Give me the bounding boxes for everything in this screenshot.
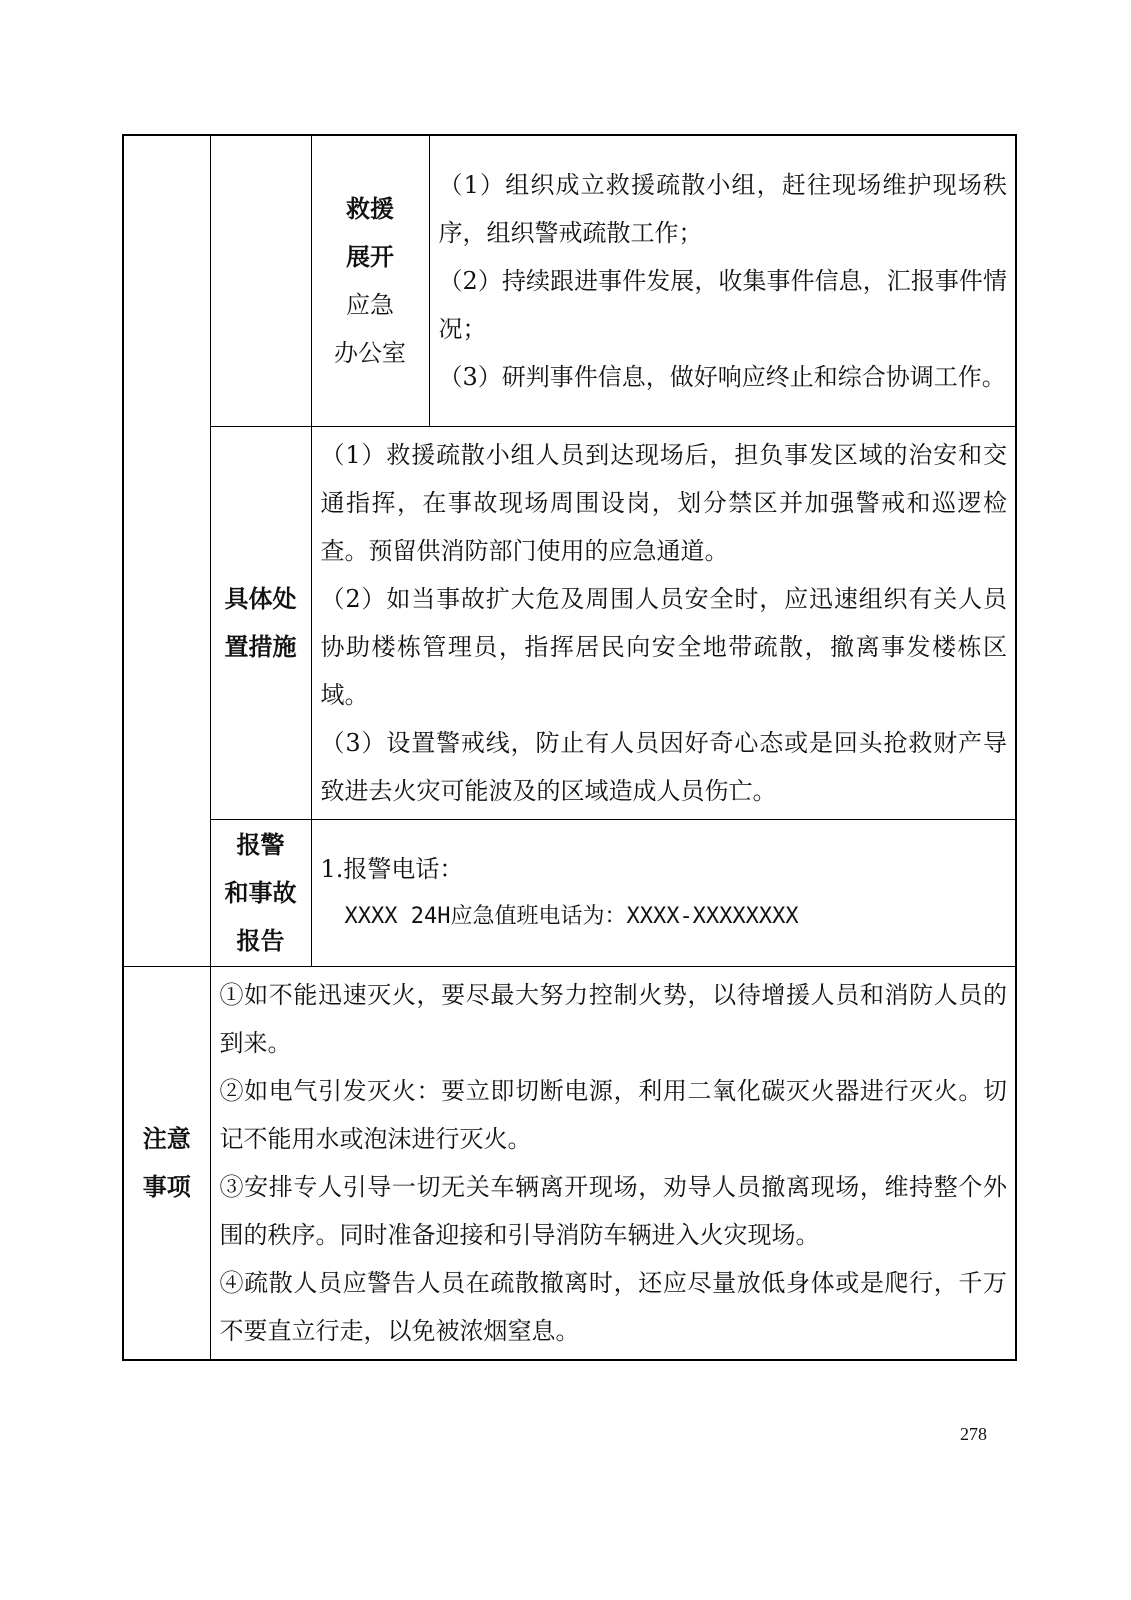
measures-content [311,427,1016,820]
measures-item-2: （2）如当事故扩大危及周围人员安全时，应迅速组织有关人员协助楼栋管理员，指挥居民向安全地带疏散，撤离事发楼栋区域。 [320,585,1007,709]
table-row-rescue [123,135,1016,427]
office-label-1: 应急 [346,291,394,319]
report-phone-number: XXXX 24H应急值班电话为：XXXX-XXXXXXXX [344,904,799,929]
notes-label-cell [123,967,210,1361]
outer-blank-cell [123,135,210,967]
notes-label-1: 注意 [142,1125,191,1153]
measures-label-1: 具体处 [224,585,297,613]
notes-content [210,967,1016,1361]
report-label-1: 报警 [236,831,285,859]
notes-item-1: ①如不能迅速灭火，要尽最大努力控制火势，以待增援人员和消防人员的到来。 [219,981,1007,1057]
report-label-cell [210,820,311,967]
rescue-content [429,135,1016,427]
measures-item-1: （1）救援疏散小组人员到达现场后，担负事发区域的治安和交通指挥，在事故现场周围设岗，划分禁区并加强警戒和巡逻检查。预留供消防部门使用的应急通道。 [320,441,1007,565]
rescue-item-3: （3）研判事件信息，做好响应终止和综合协调工作。 [438,363,1006,391]
notes-item-3: ③安排专人引导一切无关车辆离开现场，劝导人员撤离现场，维持整个外围的秩序。同时准备迎接和引导消防车辆进入火灾现场。 [219,1173,1007,1249]
table-row-report [123,820,1016,967]
report-label-2: 和事故 [224,879,297,907]
rescue-item-1: （1）组织成立救援疏散小组，赶往现场维护现场秩序，组织警戒疏散工作； [438,171,1007,247]
notes-label-2: 事项 [142,1173,191,1201]
rescue-item-2: （2）持续跟进事件发展，收集事件信息，汇报事件情况； [438,267,1007,343]
rescue-label-1: 救援 [346,195,394,223]
measures-label-2: 置措施 [224,633,297,661]
report-phone-heading: 1.报警电话： [320,855,464,883]
measures-label-cell [210,427,311,820]
report-content [311,820,1016,967]
page-number: 278 [960,1424,987,1444]
emergency-response-table [122,134,1017,1361]
office-label-2: 办公室 [334,339,406,367]
table-row-measures [123,427,1016,820]
table-row-notes [123,967,1016,1361]
notes-item-4: ④疏散人员应警告人员在疏散撤离时，还应尽量放低身体或是爬行，千万不要直立行走，以免被浓烟窒息。 [219,1269,1007,1345]
rescue-label-2: 展开 [346,243,394,271]
blank-cell [210,135,311,427]
report-label-3: 报告 [236,927,285,955]
notes-item-2: ②如电气引发灭火：要立即切断电源，利用二氧化碳灭火器进行灭火。切记不能用水或泡沫进行灭火。 [219,1077,1007,1153]
rescue-label-cell [311,135,429,427]
measures-item-3: （3）设置警戒线，防止有人员因好奇心态或是回头抢救财产导致进去火灾可能波及的区域造成人员伤亡。 [320,729,1007,805]
